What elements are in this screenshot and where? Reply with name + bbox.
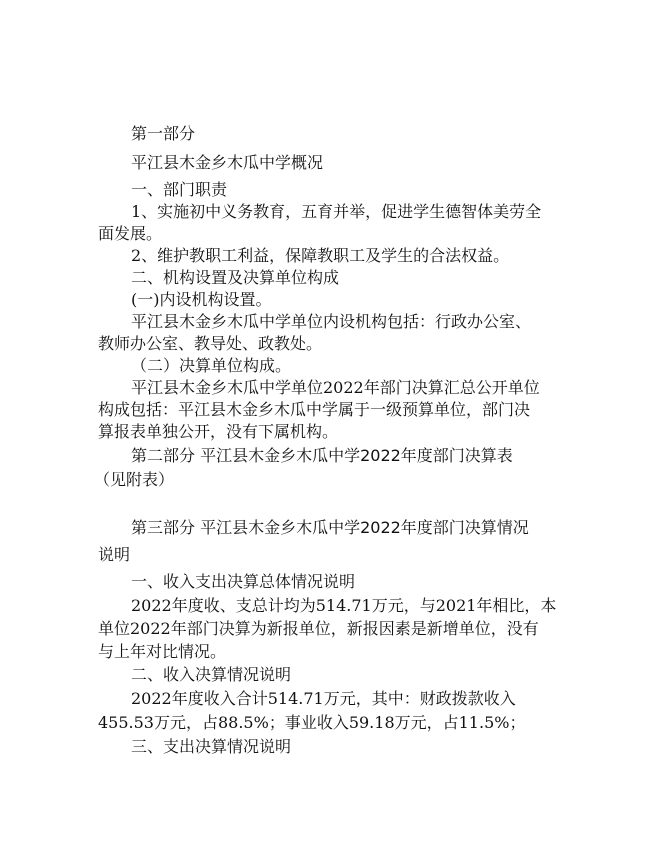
subsection-accounting-units: （二）决算单位构成。 bbox=[131, 356, 292, 375]
accounting-units-text-line-3: 算报表单独公开，没有下属机构。 bbox=[98, 422, 339, 441]
accounting-units-text-line-2: 构成包括：平江县木金乡木瓜中学属于一级预算单位，部门决 bbox=[98, 400, 531, 419]
section-heading-income: 二、收入决算情况说明 bbox=[131, 665, 292, 684]
part2-title-line-1: 第二部分 平江县木金乡木瓜中学2022年度部门决算表 bbox=[131, 446, 513, 465]
overall-text-line-2: 单位2022年部门决算为新报单位，新报因素是新增单位，没有 bbox=[98, 619, 539, 638]
subsection-internal-structure: (一)内设机构设置。 bbox=[131, 290, 272, 309]
income-text-line-2: 455.53万元，占88.5%；事业收入59.18万元，占11.5%； bbox=[98, 713, 526, 732]
part1-title: 第一部分 bbox=[131, 124, 196, 143]
income-text-line-1: 2022年度收入合计514.71万元，其中：财政拨款收入 bbox=[131, 689, 516, 708]
duty-2: 2、维护教职工利益，保障教职工及学生的合法权益。 bbox=[131, 246, 510, 265]
internal-structure-text-line-2: 教师办公室、教导处、政教处。 bbox=[98, 334, 323, 353]
part2-title-line-2: （见附表） bbox=[94, 470, 175, 489]
part3-title-line-2: 说明 bbox=[98, 545, 131, 564]
part1-subtitle: 平江县木金乡木瓜中学概况 bbox=[131, 153, 324, 172]
duty-1-line-2: 面发展。 bbox=[98, 224, 163, 243]
section-heading-structure: 二、机构设置及决算单位构成 bbox=[131, 268, 340, 287]
overall-text-line-1: 2022年度收、支总计均为514.71万元，与2021年相比，本 bbox=[131, 596, 557, 615]
section-heading-overall: 一、收入支出决算总体情况说明 bbox=[131, 572, 356, 591]
accounting-units-text-line-1: 平江县木金乡木瓜中学单位2022年部门决算汇总公开单位 bbox=[131, 378, 540, 397]
section-heading-duties: 一、部门职责 bbox=[131, 180, 228, 199]
overall-text-line-3: 与上年对比情况。 bbox=[98, 642, 227, 661]
part3-title-line-1: 第三部分 平江县木金乡木瓜中学2022年度部门决算情况 bbox=[131, 518, 529, 537]
duty-1-line-1: 1、实施初中义务教育，五育并举，促进学生德智体美劳全 bbox=[131, 202, 542, 221]
section-heading-expenditure: 三、支出决算情况说明 bbox=[131, 737, 292, 756]
internal-structure-text-line-1: 平江县木金乡木瓜中学单位内设机构包括：行政办公室、 bbox=[131, 312, 532, 331]
